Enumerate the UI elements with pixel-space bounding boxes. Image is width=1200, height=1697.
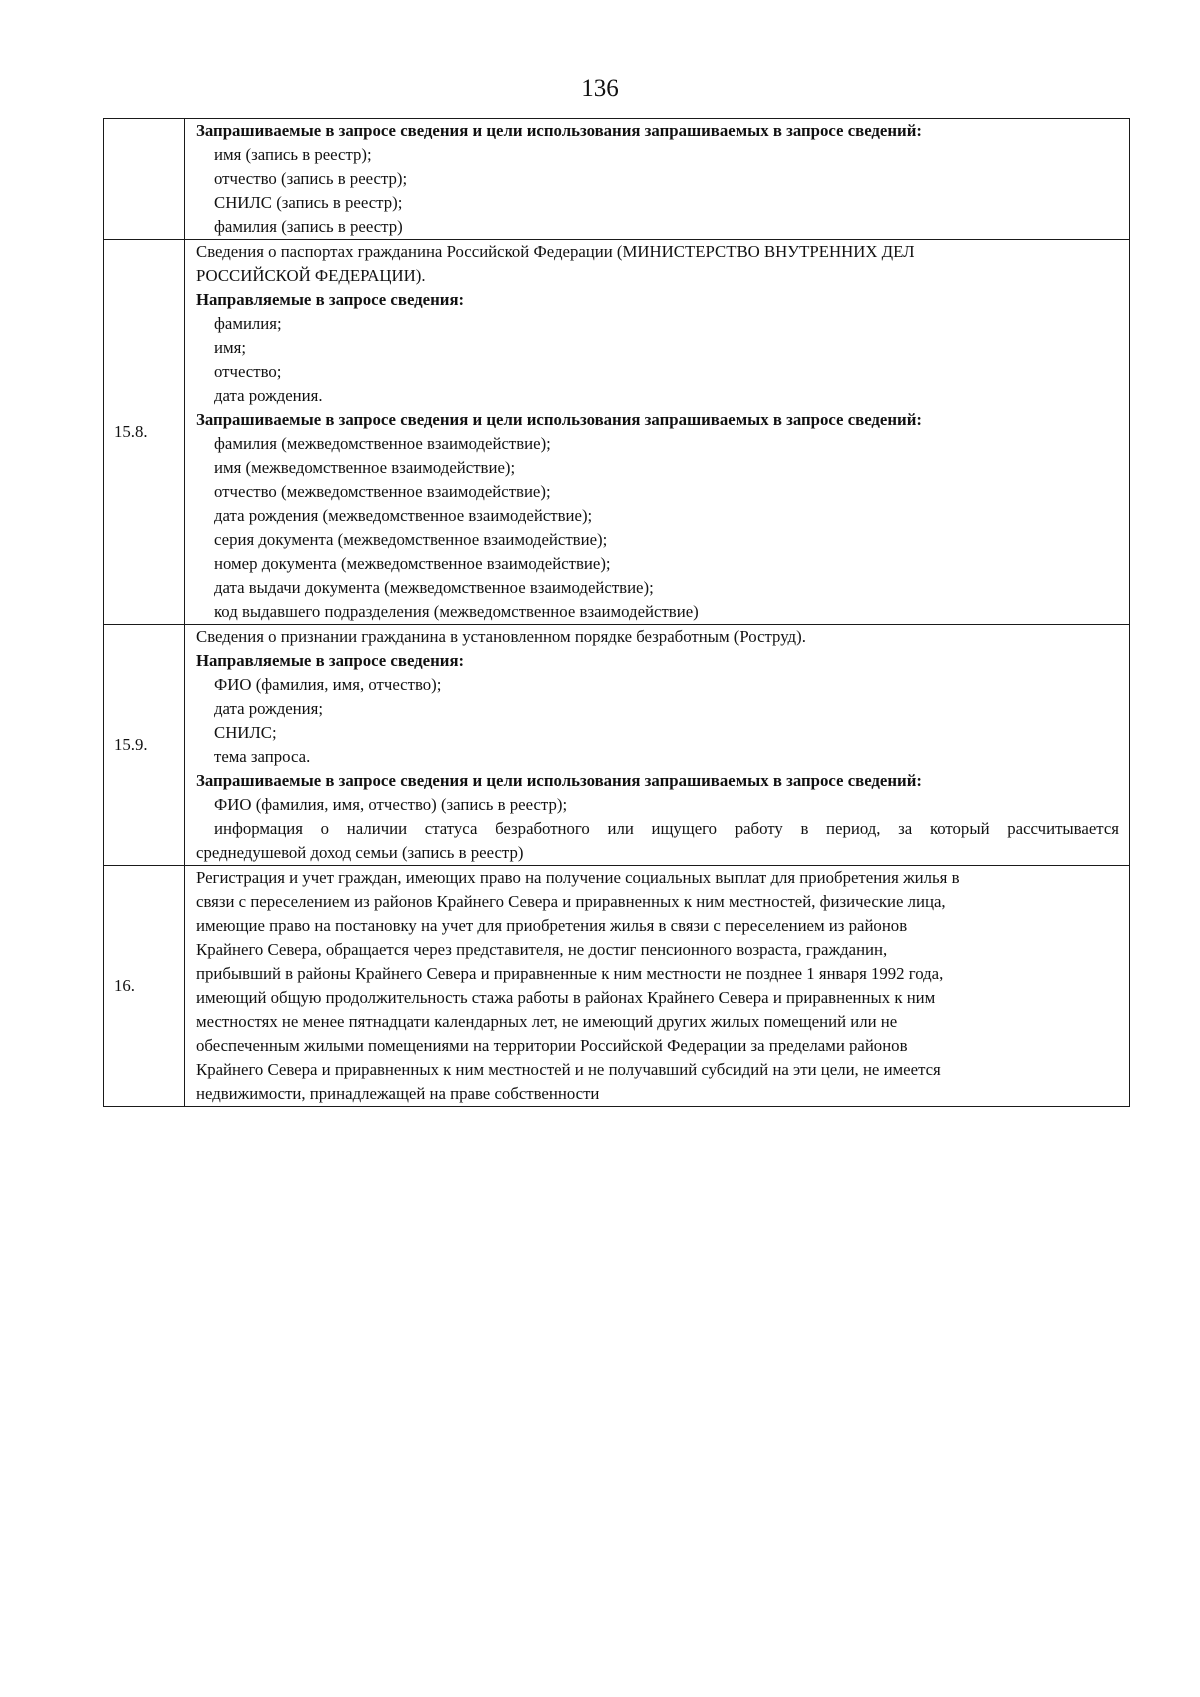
list-item: дата рождения (межведомственное взаимодействие);	[214, 506, 593, 525]
list-item: имя;	[214, 338, 246, 357]
list-item: дата рождения.	[214, 386, 323, 405]
table-row	[104, 240, 1130, 625]
section-heading: Запрашиваемые в запросе сведения и цели использования запрашиваемых в запросе сведений:	[196, 121, 922, 140]
page-number: 136	[581, 75, 619, 102]
service-paragraph-line: прибывший в районы Крайнего Севера и приравненные к ним местности не позднее 1 января 1992 года,	[196, 964, 944, 983]
list-item: номер документа (межведомственное взаимодействие);	[214, 554, 611, 573]
service-paragraph-line: имеющие право на постановку на учет для приобретения жилья в связи с переселением из районов	[196, 916, 908, 935]
table-row	[104, 625, 1130, 866]
list-item: СНИЛС;	[214, 723, 277, 742]
service-description: Сведения о паспортах гражданина Российской Федерации (МИНИСТЕРСТВО ВНУТРЕННИХ ДЕЛ	[196, 242, 915, 261]
service-paragraph-line: связи с переселением из районов Крайнего Севера и приравненных к ним местностей, физические лица,	[196, 892, 946, 911]
service-paragraph-line: Регистрация и учет граждан, имеющих право на получение социальных выплат для приобретения жилья в	[196, 868, 960, 887]
service-paragraph-line: Крайнего Севера, обращается через представителя, не достиг пенсионного возраста, гражданин,	[196, 940, 888, 959]
row-number-cell: 15.9.	[104, 625, 185, 866]
row-number-cell: 16.	[104, 866, 185, 1107]
list-item: фамилия (межведомственное взаимодействие);	[214, 434, 551, 453]
row-content-cell	[185, 119, 1130, 240]
service-description: РОССИЙСКОЙ ФЕДЕРАЦИИ).	[196, 266, 426, 285]
list-item-continuation: среднедушевой доход семьи (запись в реестр)	[196, 843, 524, 862]
list-item: дата рождения;	[214, 699, 324, 718]
section-heading: Запрашиваемые в запросе сведения и цели использования запрашиваемых в запросе сведений:	[196, 410, 922, 429]
list-item: отчество (запись в реестр);	[214, 169, 408, 188]
service-paragraph-line: Крайнего Севера и приравненных к ним местностей и не получавший субсидий на эти цели, не имеется	[196, 1060, 941, 1079]
row-number-cell: 15.8.	[104, 240, 185, 625]
table-row	[104, 866, 1130, 1107]
list-item: тема запроса.	[214, 747, 311, 766]
row-content-cell	[185, 240, 1130, 625]
row-number-cell	[104, 119, 185, 240]
service-description: Сведения о признании гражданина в установленном порядке безработным (Роструд).	[196, 627, 806, 646]
document-table	[103, 118, 1130, 1107]
section-heading: Направляемые в запросе сведения:	[196, 290, 465, 309]
list-item: фамилия;	[214, 314, 282, 333]
row-content-cell	[185, 866, 1130, 1107]
service-paragraph-line: имеющий общую продолжительность стажа работы в районах Крайнего Севера и приравненных к ним	[196, 988, 936, 1007]
list-item: отчество;	[214, 362, 282, 381]
section-heading: Запрашиваемые в запросе сведения и цели использования запрашиваемых в запросе сведений:	[196, 771, 922, 790]
list-item: отчество (межведомственное взаимодействие);	[214, 482, 551, 501]
list-item: имя (запись в реестр);	[214, 145, 372, 164]
list-item: информация о наличии статуса безработного или ищущего работу в период, за который рассчитывается	[214, 819, 1119, 838]
table-row	[104, 119, 1130, 240]
service-paragraph-line: недвижимости, принадлежащей на праве собственности	[196, 1084, 600, 1103]
service-paragraph-line: местностях не менее пятнадцати календарных лет, не имеющий других жилых помещений или не	[196, 1012, 898, 1031]
list-item: код выдавшего подразделения (межведомственное взаимодействие)	[214, 602, 699, 621]
list-item: ФИО (фамилия, имя, отчество) (запись в реестр);	[214, 795, 568, 814]
list-item: ФИО (фамилия, имя, отчество);	[214, 675, 442, 694]
list-item: имя (межведомственное взаимодействие);	[214, 458, 516, 477]
service-paragraph-line: обеспеченным жилыми помещениями на территории Российской Федерации за пределами районов	[196, 1036, 908, 1055]
row-content-cell	[185, 625, 1130, 866]
list-item: фамилия (запись в реестр)	[214, 217, 403, 236]
list-item: серия документа (межведомственное взаимодействие);	[214, 530, 608, 549]
list-item: СНИЛС (запись в реестр);	[214, 193, 403, 212]
section-heading: Направляемые в запросе сведения:	[196, 651, 465, 670]
list-item: дата выдачи документа (межведомственное взаимодействие);	[214, 578, 654, 597]
